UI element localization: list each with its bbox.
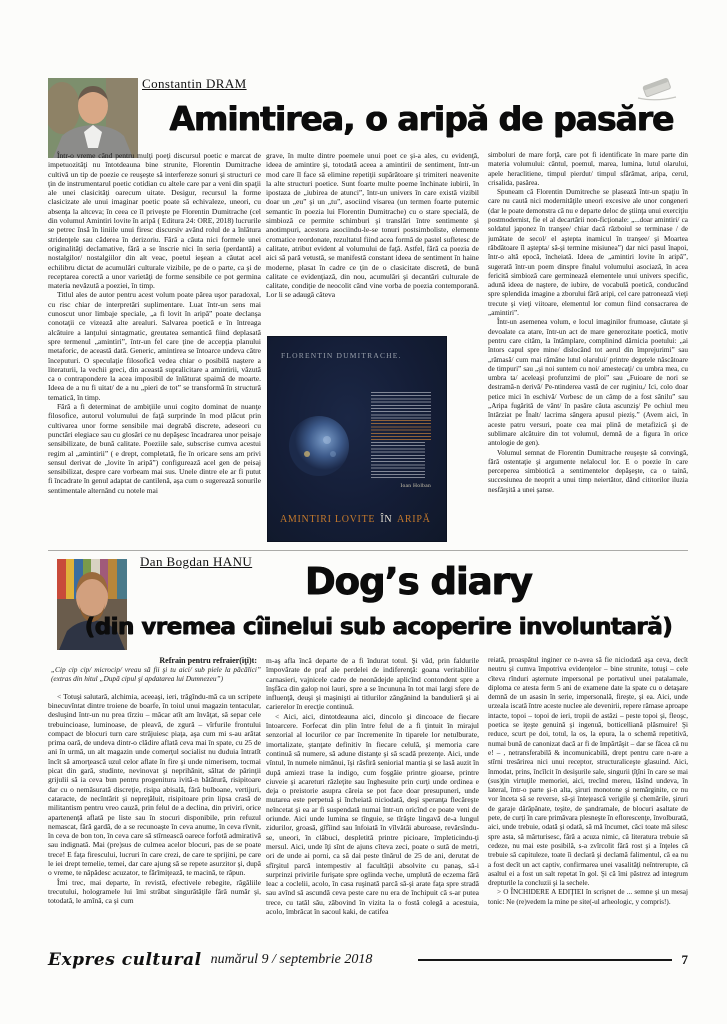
paragraph: Îmi trec, mai departe, în revistă, efectivele rebegite, răgăliile trecutului, hologramele lui îmi străbat singurătăţile fără număr şi, totodată, le amînă, ca şi cum (48, 877, 261, 906)
footer-rule (418, 959, 671, 962)
paragraph: simboluri de mare forţă, care pot fi identificate în mare parte din materia volumului: cântul, poemul, marea, lumina, lutul olarului, apele heraclitiene, timpul pierdut/ timpul sfărâmat, aripa, cerul, crisalida, pasărea. (488, 151, 688, 187)
book-cover-author: FLORENTIN DUMITRACHE. (281, 351, 402, 360)
article2-column-1 (48, 656, 261, 946)
paragraph: Într-un asemenea volum, e locul imaginilor frumoase, căutate şi devoalate ca atare, într-un act de mare generozitate poetică, motiv pentru care cităm, la întâmplare, complinind dărnicia poetului: „ai întors capul spre mine/ dislocând tot aerul din împrejurimi” sau „rămasă/ cum mai rămâne lutul olarului/ printre degetele născătoare de timpuri” sau „şi noi suntem cu noi/ amestecaţi/ cu umbra mea, cu umbra ta/ aceleaşi profunzimi de ploi” sau „Fuioare de nori se destramă-n derivă/ Pe-ntinderea vastă de cer ruginiu,/ Ici, colo doar petice mici în eschivă/ Vorbesc de un câmp de a fost sânilu” sau „Aripa fugărită de vânt/ în pasăre căuta ascunziş/ Pe ochiul meu întârziat pe Înalt/ lacrima sângera apusul pieziş.” (Avem aici, în aceste patru versuri, poate cea mai plină de metafizică şi de sublimare alcătuire din tot volumul, demnă de a figura în orice antologie de gen). (488, 318, 688, 448)
paragraph: m-aş afla încă departe de a fi îndurat totul. Şi văd, prin faldurile împovărate de praf ale perdelei de indiferenţă: goana veritabililor carnasieri, vajnicele cadre de neonădejde aplicînd contondent spre a înşfăca din galop noi lauri, spre a se încununa în tot mai largi sfere de influenţă, deuşi şi maşinişti ai titlurilor zăngănind la bandulieră şi ai carierelor în erecţie continuă. (266, 656, 479, 712)
cover-title-part1: AMINTIRI LOVITE (280, 514, 376, 525)
paragraph: Fără a fi determinat de ambiţiile unui cogito dominat de nuanţe filosofice, autorul volumului de faţă surprinde în mod plăcut prin cultivarea unor forme sensibile mai degrabă discrete, adeseori cu punctări elegiace sau cu glosări ce nu depăşesc încadrarea unor peisaje sensibilizate, de bună calitate. Poeziile sale, subscrise cumva acestui regim al „amintirii” ( e drept, completată, fie în oricare sens am privi sensul derivat de „lovite în aripă”) configurează acel gen de peisaj sensibilizat, despre care vorbeam mai sus. Unele dintre ele ar fi putut fi încadrate în genul adaptat de cantilenă, aşa cum o sugerează sonurile sentimentale alternând cu notele mai (48, 402, 261, 495)
article1-column-3 (488, 151, 688, 547)
article2-title: Dog’s diary (304, 560, 533, 603)
cover-title-part2: ÎN (380, 514, 393, 525)
page-number: 7 (681, 952, 688, 967)
cover-blurb-signature: Ioan Holban (400, 483, 431, 489)
paragraph: Titlul ales de autor pentru acest volum poate părea uşor paradoxal, cu risc chiar de interpretări suplimentare. Luat într-un sens mai cunoscut unor limbaje speciale, „a fi lovit în aripă” poate declanşa conotaţii ce vizează alte arealuri. Salvarea poetică e în întreaga alcătuire a lanţului sintagmatic, greutatea semantică fiind deplasată spre termenul „amintiri”, într-un fel care ţine de accepţia planului metaforic, de această dată. Generic, amintirea se întoarce undeva către începuturi. O speculaţie filosofică vedea chiar o posibilă naştere a literaturii, la vechii greci, din această supralicitare a amintirii, văzută ca o contrapondere la acea imposibil de înlăturat spaimă de moarte. Ideea de a nu fi uitat/ de a nu „pieri de tot” se transformă în structură tematică, în timp. (48, 290, 261, 402)
author-photo-constantin-dram (48, 78, 138, 158)
paragraph: reiată, proaspătul inginer ce n-avea să fie niciodată aşa ceva, decît neutru şi cumva împotriva evidenţelor – bine strunite, totuşi – cele cîteva rînduri aşternute impersonal pe portativul unei patalamale, diploma ce atesta ferm 5 ani de examene date la spate cu o detaşare demnă de un asasin în serie, impersonală, fireşte, şi ea. Aici, unde urzeala iscată între aceste nuclee ale devenirii, repere rămase aproape intacte, topoi – topoi de ieri, tropii de astăzi – peste topoi şi, fleoşc, poetica se iţeşte genuină şi ingenuă, botticelliană plăsmuire! Şi reduce, scurt pe doi, totul, la os, la epura, la o schemă repetitivă, numai bună de canonizat dacă ar fi de împărtăşit – dar se făcea că nu e! – , netransferabilă & incomunicabilă, drept pentru care n-are a stîrni tresărirea nici unui receptor, structuraliceşte glasuind. Aici, înmodat, prins, încîlcit în desişurile sale, singurii ţîţîni în care se mai (sus)ţin virtuţile memoriei, aici, trecînd mereu, lăsînd undeva, în lateral, într-o parte şi-n alta, şiruri monotone şi nemărginite, ce nu vor înceta să se reverse, să-şi înteţească verigile şi chemările, şiruri de garaje dărăpănate, teşite, de şandramale, de blocuri asaltate de pete, de curţi în care primăvara plesneşte în eflorescenţe, învolburată, aici, unde trebuie, odată şi odată, să mă încumet, căci toate mă silesc spre asta, să mărturisesc, fără a acuza nimic, că literatura trebuie să cedeze, nu mai este posibilă, s-a zvîrcolit fără rost şi a înţeles că trebuie să capituleze, toate îi declară şi declamă falimentul, că ea nu a fost decît un act captiv, confirmarea unei vasalităţi neîntrerupte, că asaltul ei a fost un salt repetat în gol. Şi că îmi păstrez ad integrum drepturile la concluzii şi la sechele. (488, 656, 688, 888)
article1-title: Amintirea, o aripă de pasăre (169, 99, 674, 138)
paragraph: Într-o vreme când pentru mulţi poeţi discursul poetic e marcat de impetuozităţi nu întotdeauna bine strunite, Florentin Dumitrache cultivă un tip de poezie ce reuşeşte să interfereze sonuri şi structuri ce ţin de instrumentarul poetic cotidian cu altele care par a veni din spaţii ale unei clasicităţi oarecum uitate. Desigur, recursul la forme clasicizate ale unui imaginar poetic poate să echivaleze, uneori, cu absenţa la altceva; în ceea ce îl priveşte pe Florentin Dumitrache (cel din volumul Amintiri lovite în aripă ( Editura 24: ORE, 2018) lucrurile se petrec însă în liniile unui firesc discursiv având rolul de a înlătura stridenţele sau căderea în derizoriu. Fără a căuta nici formele unei originalităţi declamative, fără a se înscrie nici în seria (perdantă) a nostalgilor/ nostalgiilor din alt veac, poetul ieşean a căutat acel echilibru dictat de acumulări culturale vizibile, pe de o parte, ca şi de receptarea corectă a unor varietăţi de forme sensibile ce pot germina materia nevăzută a poeziei, în timp. (48, 151, 261, 291)
article1-author: Constantin DRAM (142, 76, 247, 91)
yin-yang-cover-art-icon (287, 414, 351, 478)
cover-blurb-lines (371, 392, 431, 489)
book-cover (267, 336, 447, 542)
paragraph: < Aici, aici, dintotdeauna aici, dincolo şi dincoace de fiecare întoarcere. Forfecat din plin între felul de a fi ţintuit în mirajul senzorial al locurilor ce par încremenite în tiparele lor netulburate, imortalizate, ştanţate definitiv în fiecare celulă, şi memoria care continuă să numere, să adune distanţe şi să scadă prezenţe. Aici, unde vîntul, în numele nimănui, îşi răsfiră seniorial mantia şi se lasă auzit în după amiezi trase la indigo, cum foşgăie printre gioarse, printre ciuveie şi acareturi răzleţite sau înghesuite prin curţi unde ordinea e deja o preistorie asupra căreia se pot face doar presupuneri, unde mutarea este perpetuă şi încheiată niciodată, deşi speranţa flecăreşte neîncetat şi ea ar fi suspendată numai într-un oricînd ce poate veni de oriunde. Aici unde lumina se tînguie, se tîrăşte lingavă de-a lungul zidurilor, groasă, gîfîind sau înfoiată în vîlvătăi aburoase, revărsîndu-se, uneori, în clăbuci, despletită printre picioare, împleticindu-ţi mersul. Aici, unde îţi sînt de ajuns cîteva zeci, poate o sută de metri, ori de unde ai porni, ca să dai peste tînărul de 25 de ani, derutat de sfîrşitul parcă intempestiv al facultăţii absolvite cu panaş, să-i surprinzi privirile furişate spre oglinda veche, umplută de eczema fără leac a coclelii, acolo, în casa ruşinată parcă să-şi arate faţa spre stradă sau avînd să ascundă ceva peste care nu era de închipuit că s-ar putea trece, cu tatăl său, zăbovind în vizita la o fostă colegă a acestuia, acolo, îmbrăcat în sacoul kaki, de catifea (266, 711, 479, 917)
article1-column-1 (48, 151, 261, 547)
paragraph: Spuneam că Florentin Dumitreche se plasează într-un spaţiu în care nu caută nici modernităţile uneori excesive ale unor congeneri (dar le poate demonstra că nu e departe deloc de ştiinţa unui exerciţiu postmodernist, fie el al decartării non-ficţionale: „...doar amintiri/ ca soldatul japonez în tranşee/ chiar dacă războiul se terminase / de jumătate de secol/ el aştepta inamicul în tranşee/ şi Moartea răbdătoare îl aştepta/ să-şi termine misiunea”) dar nici pasul înapoi, într-o altă epocă, încheiată. Ideea de „amintiri lovite în aripă”, sugerată într-un poem dinspre finalul volumului asociază, în acea fericită simbioză care germinează elementele unui univers specific, adună ideea de naştere, de iubire, de vocabulă poetică, conducând spre splendida imagine a zborului fără aripi, cel care patronează vieţi trecute şi vieţi viitoare, elementul lor comun fiind consacrarea de „amintiri”. (488, 188, 688, 318)
epigraph-text: „Cip cip cip/ microcip/ vreau să fii şi tu aici/ sub piele la păcălici” (extras din hitul „După cipul şi apdatarea lui Dumnezeu”) (51, 665, 261, 683)
article2-column-2 (266, 656, 479, 946)
article2-column-3 (488, 656, 688, 946)
article2-column-1-body (48, 692, 261, 906)
cover-title-part3: ARIPĂ (397, 514, 431, 525)
epigraph-label: Refrain pentru refraier(iţi)t: (159, 656, 257, 665)
issue-info: numărul 9 / septembrie 2018 (210, 952, 373, 967)
book-cover-title (280, 514, 431, 525)
page-footer (48, 948, 688, 972)
article2-subtitle: (din vremea cîinelui sub acoperire involuntară) (84, 614, 673, 640)
paragraph: < Totuşi salutară, alchimia, aceeaşi, ieri, trăgîndu-mă ca un scripete binecuvîntat dintre troiene de boarfe, în toiul unui magazin tentacular, desluşind într-un nu prea tîrziu – măcar atît am învăţat, să separ cele trebuincioase, luminoase, de pleavă, de zgură – vîrfurile frontului compact de blocuri turn care străjuiesc piaţa, aşa cum mi s-au arătat prima oară, de undeva dintr-o clădire aflată ceva mai în spate, cu 25 de ani în urmă, un alt magazin unde comerţul socialist nu duduia întratît încît să amorţească uzul celor aflate în fire şi unde nimerisem, tocmai picat din gară, studinte, nevinovat şi neprihănit, săltat de părinţii grijulii să ia ceva bun pentru progenitura ivită-n bătătură, risipitoare dar cu o nemăsurată discreţie, risipa abisală, fără bulboane, vertijuri, cataracte, de necîntărit şi nepreţăluit, risipitoare prin lipsa crasă de militantism pentru vreo cauză, prin felul de a declina, din priviri, orice apartenenţă aflată pe liste sau în stocuri disponibile, prin refuzul nemascat, fără gardă, de a se recunoaşte în ceva anume, în ceva rîvnit, în ceva de bon ton, în ceva care să stîrnească oarece forfotă admirativă sau indignată. Mai (pre)sus de culmea acelor blocuri, pas de se poate trece! E faţa firescului, lucruri în care crezi, de care te sprijini, pe care le iei drept temelie, temei, dar care ajung să se repete asurzitor şi, după o vreme, te năpădesc acuzator, te fărîmiţează, te macină, te răpun. (48, 691, 261, 878)
article2-author: Dan Bogdan HANU (140, 554, 253, 569)
magazine-name: Expres cultural (48, 950, 202, 970)
paragraph: grave, în multe dintre poemele unui poet ce şi-a ales, cu evidenţă, ideea de amintire şi, totodată aceea a amintirii de sentiment, într-un mod care îl face să elimine repetiţii supărătoare şi trimiteri neavenite la alte structuri poetice. Sunt foarte multe poeme închinate iubirii, în ipostaza de „iubirea de atunci”, într-un univers în care există vizibil doar un „eu” şi un „tu”, asociind visarea (un termen foarte puternic semantic în poezia lui Florentin Dumitrache) cu o stare specială, de simbioză ce permite schimburi şi translări între sentimente şi anotimpuri, acestora asociindu-le-se tonuri postsimboliste, elemente cromatice reordonate, rezultatul fiind acea formă de pastel sufletesc de calitate, atribut evident al volumului de faţă. Astfel, fără ca poezia de aici să pară vetustă, se manifestă constant ideea de sentiment în haine moderne, plasat în cadre ce ţin de o clasicitate discretă, de bună calitate ce evidenţiază, din nou, acumulări şi decantări culturale de calitate, condiţie de neocolit când vine vorba de poezia contemporană. Lor li se adaugă câteva (266, 151, 479, 300)
article-separator (48, 550, 688, 551)
paragraph: > O ÎNCHIDERE A EDIŢIEI în scrişnet de ... semne şi un mesaj tonic: Ne (re)vedem la mine pe site(-ul arheologic, y compris!). (488, 888, 688, 906)
article1-column-2 (266, 151, 479, 333)
paragraph: Volumul semnat de Florentin Dumitrache reuşeşte să convingă, fără ostentaţie şi argumente nelalocul lor. E o poezie în care perceperea simbiotică a sentimentelor depăşeşte, ca o taină, succesiunea de neoprit a unui timp neiertător, dând cititorilor iluzia nesfârşită a unei şanse. (488, 448, 688, 494)
